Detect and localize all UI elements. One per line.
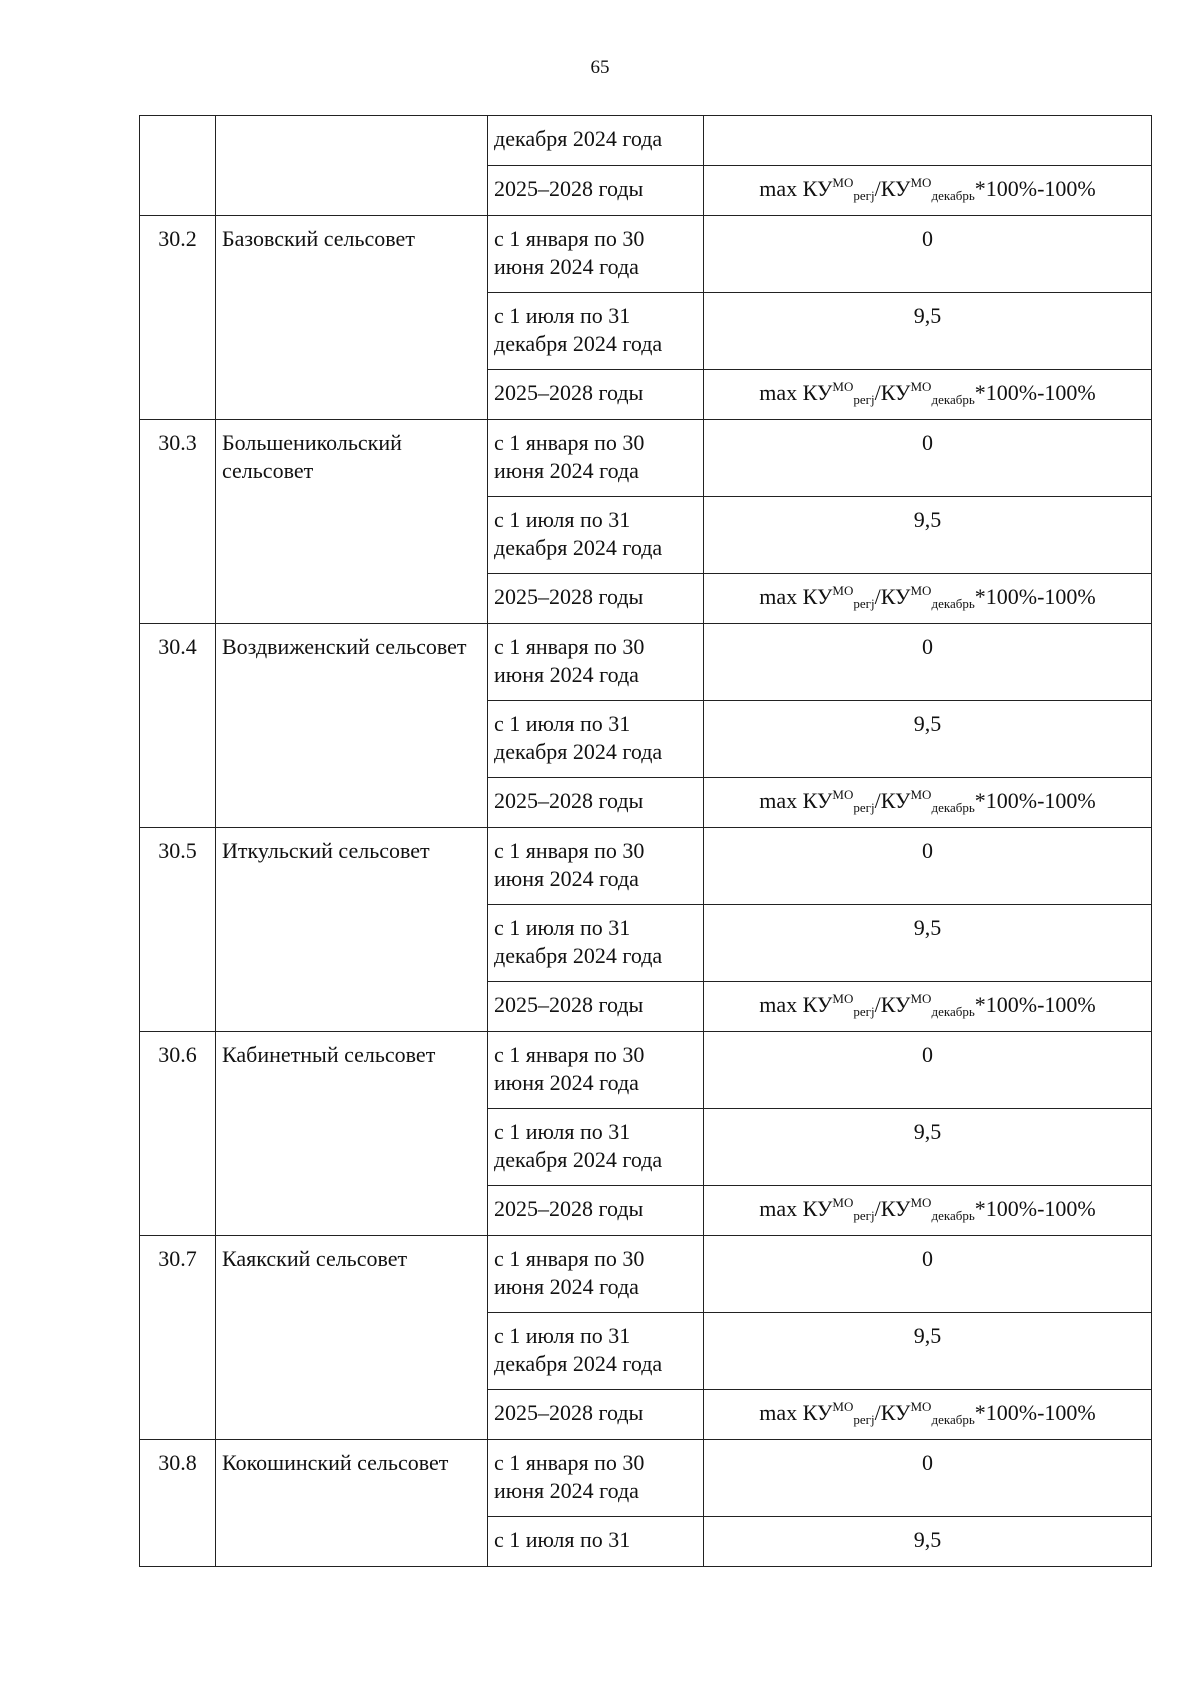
formula-divider: /КУ	[874, 584, 911, 609]
formula-prefix: max КУ	[759, 176, 833, 201]
formula	[759, 1400, 1096, 1425]
period-cell: с 1 июля по 31 декабря 2024 года	[488, 701, 704, 778]
municipality-name-cell: Воздвиженский сельсовет	[216, 624, 488, 828]
formula-prefix: max КУ	[759, 1400, 833, 1425]
tariff-table	[139, 115, 1152, 1567]
municipality-name-cell: Кабинетный сельсовет	[216, 1032, 488, 1236]
period-cell: 2025–2028 годы	[488, 1390, 704, 1440]
formula-subscript: регj	[853, 596, 875, 611]
value-cell: 9,5	[704, 905, 1152, 982]
value-cell: 9,5	[704, 1313, 1152, 1390]
period-cell: с 1 января по 30 июня 2024 года	[488, 216, 704, 293]
formula-superscript: МО	[832, 379, 854, 394]
formula-suffix: *100%-100%	[974, 992, 1096, 1017]
period-cell: с 1 июля по 31 декабря 2024 года	[488, 1313, 704, 1390]
formula-prefix: max КУ	[759, 380, 833, 405]
formula	[759, 584, 1096, 609]
formula-divider: /КУ	[874, 788, 911, 813]
value-cell: 9,5	[704, 701, 1152, 778]
period-cell: декабря 2024 года	[488, 116, 704, 166]
formula-superscript: МО	[832, 787, 854, 802]
formula-subscript: регj	[853, 1208, 875, 1223]
row-number-cell	[140, 116, 216, 216]
municipality-name-cell: Кокошинский сельсовет	[216, 1440, 488, 1567]
table-row	[140, 1236, 1152, 1313]
period-cell: 2025–2028 годы	[488, 982, 704, 1032]
formula-subscript: регj	[853, 1004, 875, 1019]
formula-divider: /КУ	[874, 1400, 911, 1425]
formula-prefix: max КУ	[759, 584, 833, 609]
formula-divider: /КУ	[874, 992, 911, 1017]
formula-subscript: декабрь	[931, 596, 975, 611]
formula-cell	[704, 982, 1152, 1032]
page-number: 65	[590, 57, 610, 78]
table-row	[140, 216, 1152, 293]
period-cell: с 1 июля по 31 декабря 2024 года	[488, 1109, 704, 1186]
period-cell: 2025–2028 годы	[488, 1186, 704, 1236]
table-row	[140, 1440, 1152, 1517]
table-row	[140, 828, 1152, 905]
formula-subscript: декабрь	[931, 800, 975, 815]
value-cell: 9,5	[704, 1109, 1152, 1186]
formula-superscript: МО	[910, 379, 932, 394]
row-number-cell: 30.8	[140, 1440, 216, 1567]
row-number-cell: 30.6	[140, 1032, 216, 1236]
formula	[759, 176, 1096, 201]
value-cell: 9,5	[704, 293, 1152, 370]
row-number-cell: 30.3	[140, 420, 216, 624]
formula-cell	[704, 1390, 1152, 1440]
formula-prefix: max КУ	[759, 788, 833, 813]
period-cell: 2025–2028 годы	[488, 574, 704, 624]
formula-superscript: МО	[832, 1399, 854, 1414]
formula-cell	[704, 778, 1152, 828]
table-row	[140, 1032, 1152, 1109]
formula-prefix: max КУ	[759, 1196, 833, 1221]
period-cell: 2025–2028 годы	[488, 370, 704, 420]
formula-superscript: МО	[832, 175, 854, 190]
period-cell: 2025–2028 годы	[488, 166, 704, 216]
formula	[759, 992, 1096, 1017]
formula-subscript: декабрь	[931, 1004, 975, 1019]
municipality-name-cell: Иткульский сельсовет	[216, 828, 488, 1032]
period-cell: с 1 января по 30 июня 2024 года	[488, 1440, 704, 1517]
formula-divider: /КУ	[874, 176, 911, 201]
value-cell: 0	[704, 1032, 1152, 1109]
formula	[759, 1196, 1096, 1221]
municipality-name-cell: Базовский сельсовет	[216, 216, 488, 420]
formula-subscript: регj	[853, 800, 875, 815]
formula-cell	[704, 370, 1152, 420]
period-cell: с 1 января по 30 июня 2024 года	[488, 1236, 704, 1313]
formula-subscript: регj	[853, 1412, 875, 1427]
period-cell: с 1 января по 30 июня 2024 года	[488, 624, 704, 701]
formula-subscript: декабрь	[931, 188, 975, 203]
formula-divider: /КУ	[874, 380, 911, 405]
value-cell: 0	[704, 1440, 1152, 1517]
formula-superscript: МО	[910, 175, 932, 190]
table-body	[140, 116, 1152, 1567]
formula-subscript: декабрь	[931, 392, 975, 407]
value-cell: 0	[704, 828, 1152, 905]
period-cell: с 1 января по 30 июня 2024 года	[488, 828, 704, 905]
row-number-cell: 30.5	[140, 828, 216, 1032]
table-row	[140, 420, 1152, 497]
formula-suffix: *100%-100%	[974, 788, 1096, 813]
municipality-name-cell	[216, 116, 488, 216]
value-cell: 0	[704, 216, 1152, 293]
value-cell: 0	[704, 624, 1152, 701]
table-row	[140, 624, 1152, 701]
municipality-name-cell: Каякский сельсовет	[216, 1236, 488, 1440]
period-cell: с 1 июля по 31	[488, 1517, 704, 1567]
formula-superscript: МО	[910, 583, 932, 598]
formula-suffix: *100%-100%	[974, 176, 1096, 201]
period-cell: с 1 января по 30 июня 2024 года	[488, 1032, 704, 1109]
period-cell: с 1 июля по 31 декабря 2024 года	[488, 905, 704, 982]
formula-superscript: МО	[910, 1195, 932, 1210]
row-number-cell: 30.7	[140, 1236, 216, 1440]
formula-cell	[704, 574, 1152, 624]
formula	[759, 788, 1096, 813]
value-cell: 0	[704, 420, 1152, 497]
value-cell	[704, 116, 1152, 166]
formula-suffix: *100%-100%	[974, 1196, 1096, 1221]
period-cell: с 1 июля по 31 декабря 2024 года	[488, 293, 704, 370]
period-cell: с 1 июля по 31 декабря 2024 года	[488, 497, 704, 574]
value-cell: 9,5	[704, 1517, 1152, 1567]
formula-divider: /КУ	[874, 1196, 911, 1221]
formula-subscript: декабрь	[931, 1208, 975, 1223]
formula-suffix: *100%-100%	[974, 584, 1096, 609]
value-cell: 0	[704, 1236, 1152, 1313]
formula-cell	[704, 1186, 1152, 1236]
formula-suffix: *100%-100%	[974, 1400, 1096, 1425]
municipality-name-cell: Большеникольский сельсовет	[216, 420, 488, 624]
formula-superscript: МО	[910, 1399, 932, 1414]
table-row	[140, 116, 1152, 166]
value-cell: 9,5	[704, 497, 1152, 574]
row-number-cell: 30.2	[140, 216, 216, 420]
formula-suffix: *100%-100%	[974, 380, 1096, 405]
period-cell: с 1 января по 30 июня 2024 года	[488, 420, 704, 497]
formula-superscript: МО	[832, 583, 854, 598]
formula-subscript: декабрь	[931, 1412, 975, 1427]
formula-superscript: МО	[910, 787, 932, 802]
formula-cell	[704, 166, 1152, 216]
formula-subscript: регj	[853, 392, 875, 407]
formula	[759, 380, 1096, 405]
period-cell: 2025–2028 годы	[488, 778, 704, 828]
formula-subscript: регj	[853, 188, 875, 203]
formula-superscript: МО	[832, 1195, 854, 1210]
formula-superscript: МО	[910, 991, 932, 1006]
formula-superscript: МО	[832, 991, 854, 1006]
formula-prefix: max КУ	[759, 992, 833, 1017]
row-number-cell: 30.4	[140, 624, 216, 828]
